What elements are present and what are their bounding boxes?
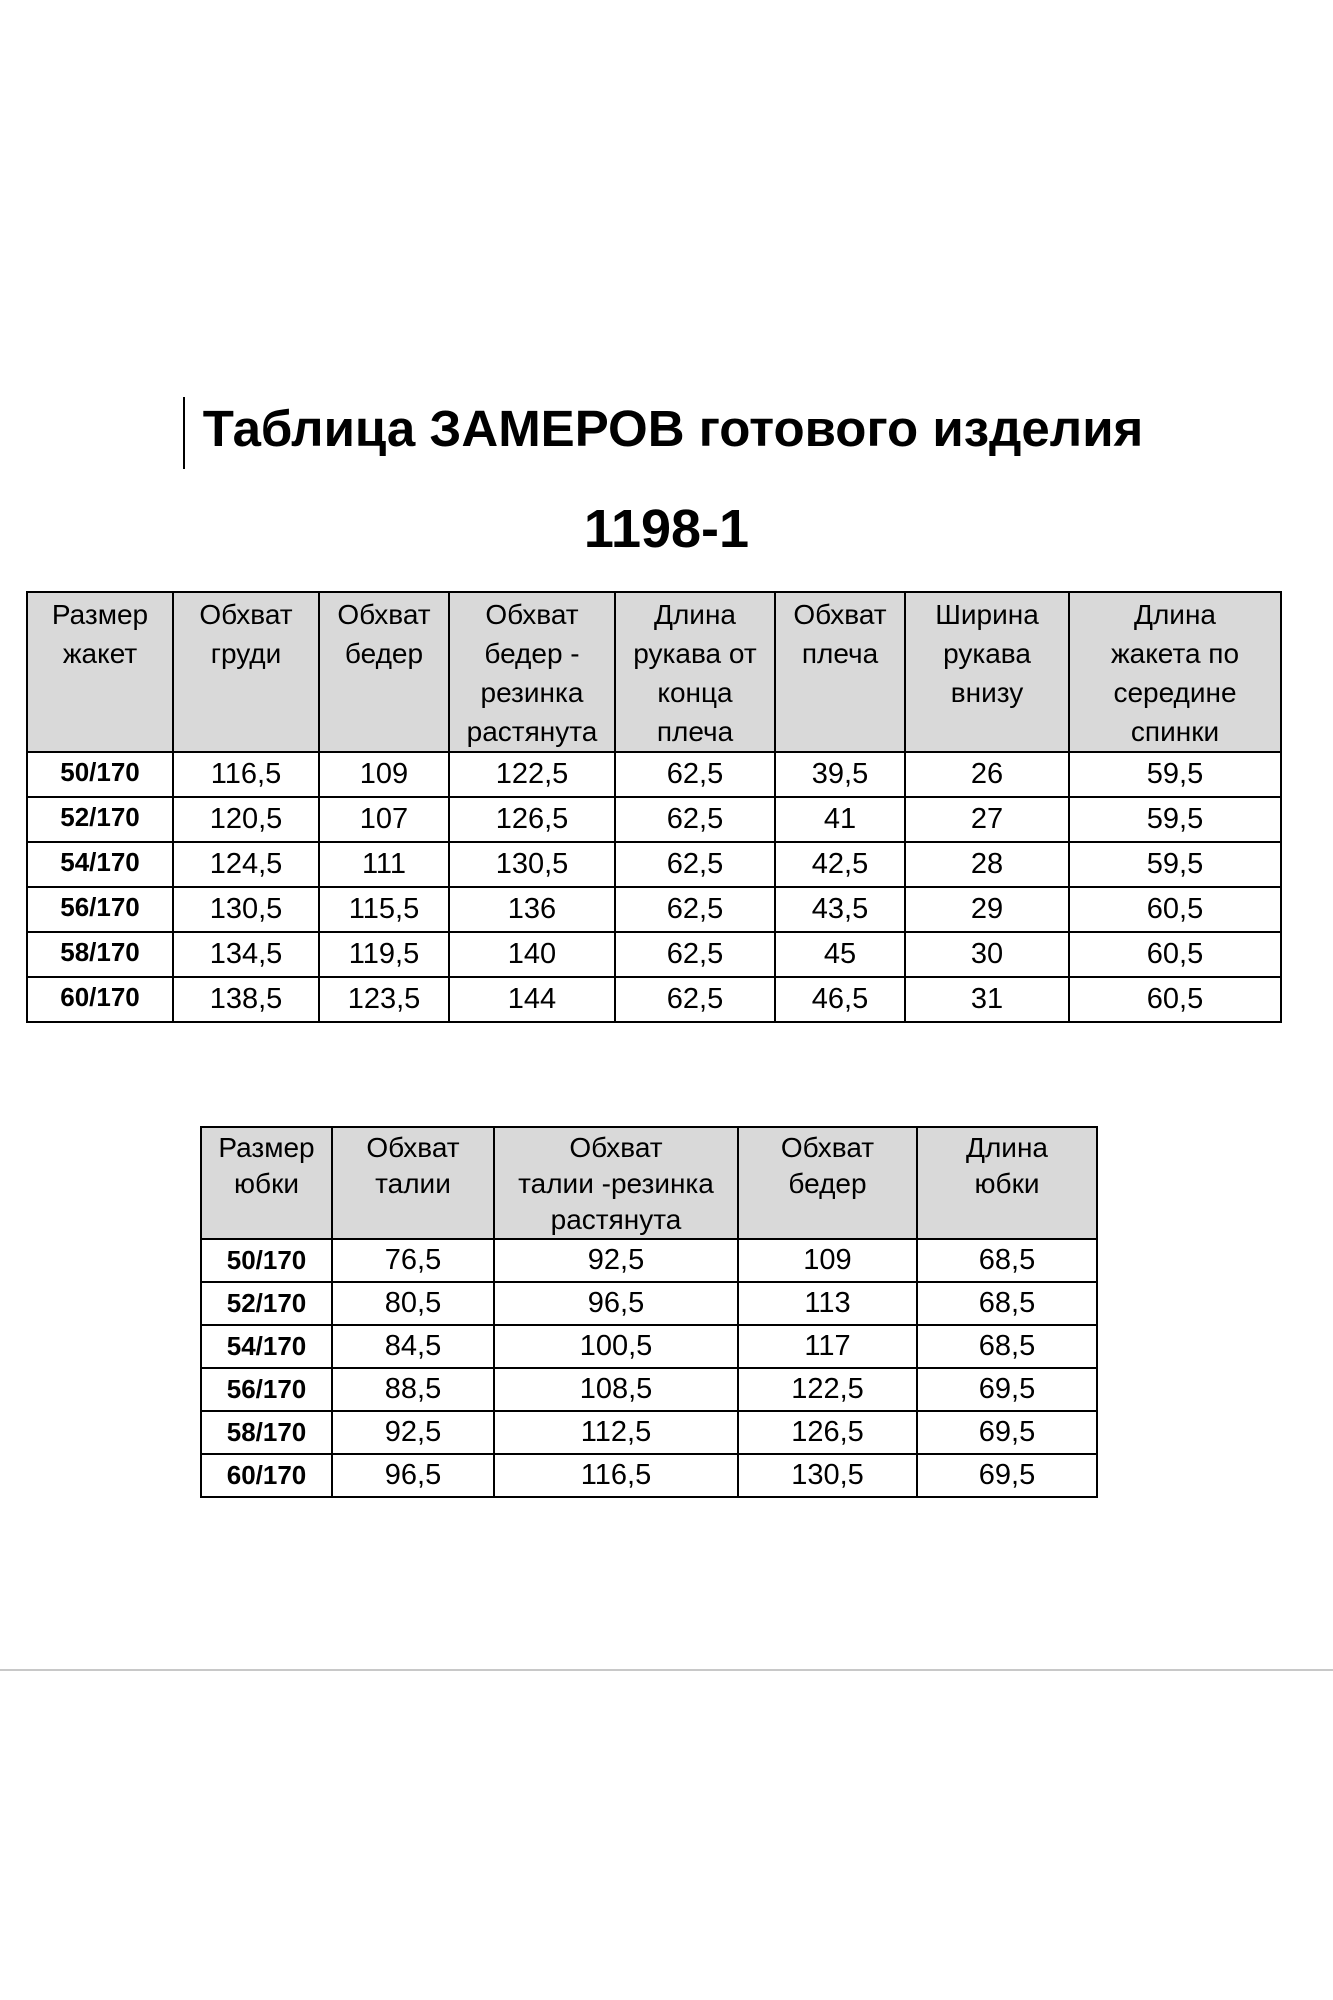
skirt-header-line: юбки [974, 1168, 1040, 1199]
model-number: 1198-1 [583, 499, 750, 559]
skirt-header-line: растянута [550, 1204, 682, 1235]
skirt-table-body [201, 1239, 1097, 1497]
jacket-value-cell: 123,5 [319, 977, 449, 1022]
skirt-size-cell: 52/170 [201, 1282, 332, 1325]
jacket-header-line: середине [1113, 677, 1237, 708]
jacket-header-cell [1069, 592, 1281, 752]
jacket-header-line: плеча [656, 716, 734, 747]
skirt-value-cell: 122,5 [738, 1368, 917, 1411]
jacket-size-cell: 56/170 [27, 887, 173, 932]
jacket-header-line: рукава от [633, 638, 757, 669]
jacket-value-cell: 120,5 [173, 797, 319, 842]
skirt-size-cell: 50/170 [201, 1239, 332, 1282]
jacket-value-cell: 26 [905, 752, 1069, 797]
skirt-value-cell: 113 [738, 1282, 917, 1325]
jacket-value-cell: 39,5 [775, 752, 905, 797]
jacket-header-line: жакет [62, 638, 138, 669]
skirt-value-cell: 69,5 [917, 1411, 1097, 1454]
jacket-value-cell: 124,5 [173, 842, 319, 887]
jacket-size-cell: 54/170 [27, 842, 173, 887]
skirt-value-cell: 76,5 [332, 1239, 494, 1282]
jacket-header-line: груди [210, 638, 282, 669]
jacket-value-cell: 62,5 [615, 797, 775, 842]
skirt-value-cell: 130,5 [738, 1454, 917, 1497]
skirt-table-row [201, 1282, 1097, 1325]
skirt-value-cell: 126,5 [738, 1411, 917, 1454]
jacket-value-cell: 30 [905, 932, 1069, 977]
jacket-table-row [27, 977, 1281, 1022]
skirt-value-cell: 112,5 [494, 1411, 738, 1454]
jacket-header-line: Ширина [935, 599, 1039, 630]
jacket-value-cell: 107 [319, 797, 449, 842]
page-divider [0, 1669, 1333, 1671]
jacket-value-cell: 109 [319, 752, 449, 797]
skirt-header-cell [201, 1127, 332, 1239]
jacket-header-line: жакета по [1110, 638, 1240, 669]
jacket-header-line: Размер [51, 599, 149, 630]
jacket-header-cell [905, 592, 1069, 752]
skirt-header-cell [917, 1127, 1097, 1239]
jacket-value-cell: 60,5 [1069, 887, 1281, 932]
skirt-table-row [201, 1239, 1097, 1282]
skirt-header-cell [494, 1127, 738, 1239]
skirt-table-row [201, 1411, 1097, 1454]
skirt-header-line: талии [375, 1168, 451, 1199]
jacket-size-cell: 50/170 [27, 752, 173, 797]
jacket-header-line: рукава [943, 638, 1031, 669]
skirt-header-line: Обхват [569, 1132, 663, 1163]
skirt-size-cell: 56/170 [201, 1368, 332, 1411]
jacket-table-body [27, 752, 1281, 1022]
jacket-value-cell: 62,5 [615, 842, 775, 887]
jacket-value-cell: 136 [449, 887, 615, 932]
jacket-header-line: растянута [466, 716, 598, 747]
skirt-value-cell: 109 [738, 1239, 917, 1282]
jacket-value-cell: 43,5 [775, 887, 905, 932]
skirt-value-cell: 117 [738, 1325, 917, 1368]
skirt-value-cell: 69,5 [917, 1368, 1097, 1411]
jacket-header-line: Обхват [199, 599, 293, 630]
jacket-value-cell: 116,5 [173, 752, 319, 797]
skirt-header-line: Размер [218, 1132, 315, 1163]
jacket-header-line: бедер - [484, 638, 580, 669]
jacket-header-cell [775, 592, 905, 752]
jacket-header-line: резинка [480, 677, 584, 708]
skirt-header-cell [332, 1127, 494, 1239]
jacket-value-cell: 29 [905, 887, 1069, 932]
jacket-value-cell: 27 [905, 797, 1069, 842]
skirt-size-cell: 60/170 [201, 1454, 332, 1497]
jacket-header-line: внизу [950, 677, 1024, 708]
jacket-value-cell: 60,5 [1069, 977, 1281, 1022]
jacket-table-row [27, 752, 1281, 797]
jacket-value-cell: 111 [319, 842, 449, 887]
jacket-header-line: Обхват [793, 599, 887, 630]
skirt-header-cell [738, 1127, 917, 1239]
skirt-value-cell: 96,5 [494, 1282, 738, 1325]
jacket-value-cell: 59,5 [1069, 752, 1281, 797]
skirt-value-cell: 80,5 [332, 1282, 494, 1325]
jacket-value-cell: 28 [905, 842, 1069, 887]
jacket-value-cell: 62,5 [615, 932, 775, 977]
jacket-size-cell: 52/170 [27, 797, 173, 842]
jacket-value-cell: 140 [449, 932, 615, 977]
jacket-header-cell [615, 592, 775, 752]
jacket-measurements-table [26, 591, 1282, 1023]
jacket-header-cell [449, 592, 615, 752]
jacket-header-cell [173, 592, 319, 752]
jacket-value-cell: 45 [775, 932, 905, 977]
skirt-header-line: юбки [234, 1168, 299, 1199]
skirt-table-row [201, 1325, 1097, 1368]
jacket-value-cell: 62,5 [615, 752, 775, 797]
jacket-header-cell [27, 592, 173, 752]
skirt-measurements-table [200, 1126, 1098, 1498]
skirt-header-line: Длина [966, 1132, 1048, 1163]
skirt-table-row [201, 1368, 1097, 1411]
skirt-value-cell: 96,5 [332, 1454, 494, 1497]
skirt-header-line: бедер [788, 1168, 867, 1199]
skirt-value-cell: 68,5 [917, 1282, 1097, 1325]
skirt-value-cell: 68,5 [917, 1325, 1097, 1368]
jacket-size-cell: 58/170 [27, 932, 173, 977]
jacket-value-cell: 130,5 [173, 887, 319, 932]
jacket-value-cell: 130,5 [449, 842, 615, 887]
jacket-value-cell: 60,5 [1069, 932, 1281, 977]
jacket-value-cell: 59,5 [1069, 797, 1281, 842]
skirt-table-row [201, 1454, 1097, 1497]
skirt-header-line: Обхват [366, 1132, 460, 1163]
jacket-table-row [27, 932, 1281, 977]
skirt-value-cell: 69,5 [917, 1454, 1097, 1497]
skirt-value-cell: 88,5 [332, 1368, 494, 1411]
skirt-size-cell: 54/170 [201, 1325, 332, 1368]
skirt-value-cell: 84,5 [332, 1325, 494, 1368]
jacket-value-cell: 62,5 [615, 887, 775, 932]
jacket-value-cell: 122,5 [449, 752, 615, 797]
jacket-header-line: Длина [654, 599, 736, 630]
jacket-value-cell: 126,5 [449, 797, 615, 842]
jacket-value-cell: 62,5 [615, 977, 775, 1022]
skirt-header-row [201, 1127, 1097, 1239]
skirt-value-cell: 108,5 [494, 1368, 738, 1411]
jacket-value-cell: 46,5 [775, 977, 905, 1022]
jacket-header-line: конца [657, 677, 733, 708]
jacket-value-cell: 119,5 [319, 932, 449, 977]
jacket-value-cell: 144 [449, 977, 615, 1022]
skirt-header-line: Обхват [780, 1132, 875, 1163]
jacket-table-row [27, 797, 1281, 842]
jacket-value-cell: 59,5 [1069, 842, 1281, 887]
jacket-header-line: Обхват [337, 599, 431, 630]
jacket-header-line: спинки [1130, 716, 1220, 747]
skirt-value-cell: 92,5 [332, 1411, 494, 1454]
jacket-header-line: плеча [801, 638, 879, 669]
skirt-size-cell: 58/170 [201, 1411, 332, 1454]
skirt-value-cell: 68,5 [917, 1239, 1097, 1282]
jacket-header-cell [319, 592, 449, 752]
skirt-value-cell: 92,5 [494, 1239, 738, 1282]
jacket-value-cell: 41 [775, 797, 905, 842]
jacket-value-cell: 138,5 [173, 977, 319, 1022]
jacket-header-line: бедер [344, 638, 424, 669]
jacket-value-cell: 134,5 [173, 932, 319, 977]
jacket-size-cell: 60/170 [27, 977, 173, 1022]
skirt-value-cell: 116,5 [494, 1454, 738, 1497]
jacket-value-cell: 42,5 [775, 842, 905, 887]
jacket-table-row [27, 842, 1281, 887]
page-title: Таблица ЗАМЕРОВ готового изделия [202, 400, 1144, 457]
jacket-table-row [27, 887, 1281, 932]
skirt-header-line: талии -резинка [518, 1168, 714, 1199]
jacket-header-line: Длина [1134, 599, 1216, 630]
jacket-header-line: Обхват [485, 599, 579, 630]
jacket-value-cell: 115,5 [319, 887, 449, 932]
skirt-value-cell: 100,5 [494, 1325, 738, 1368]
jacket-header-row [27, 592, 1281, 752]
jacket-value-cell: 31 [905, 977, 1069, 1022]
